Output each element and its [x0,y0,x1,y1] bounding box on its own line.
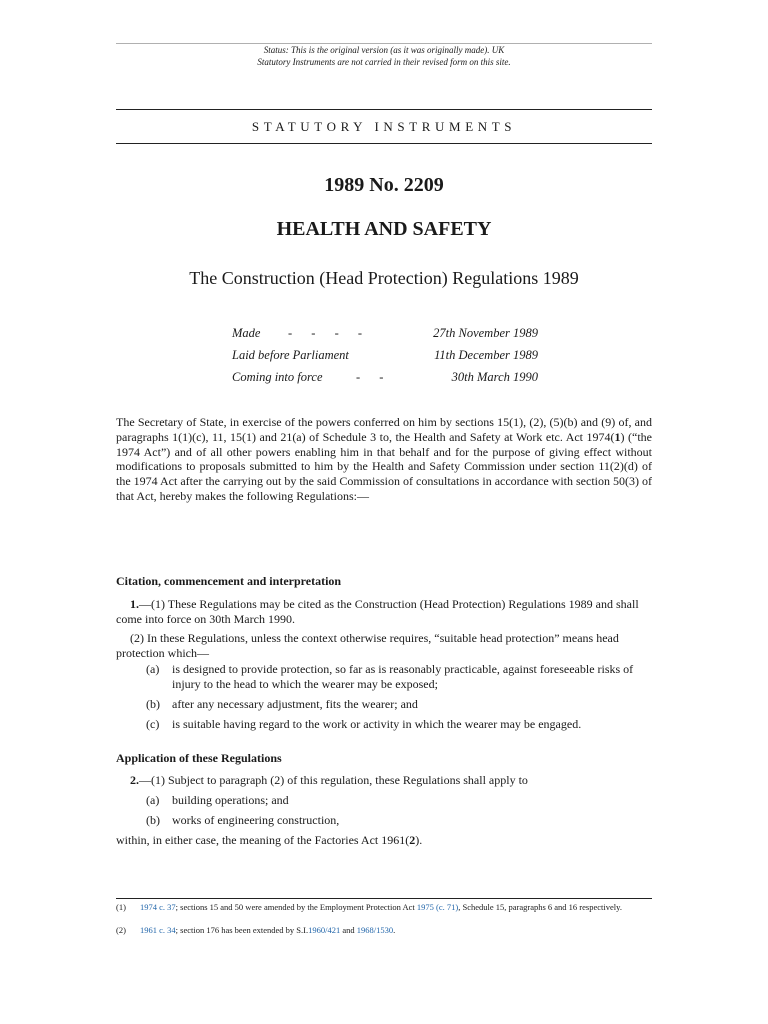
date-value: 30th March 1990 [451,370,538,384]
footnote-rule [116,898,652,899]
status-line-1: Status: This is the original version (as it was originally made). UK [263,45,505,55]
footnote-text: . [393,925,396,935]
closing-text-end: ). [415,833,423,847]
heading-rule [116,143,652,144]
top-rule [116,109,652,110]
footnote-ref[interactable]: 1 [614,429,621,444]
legislation-link[interactable]: 1974 c. 37 [140,902,176,912]
date-label: Coming into force [232,370,323,384]
item-label: (c) [146,717,160,731]
preamble-text-cont: ) (“the 1974 Act”) and of all other powers enabling him in that behalf and for the purpose of giving effect without modifications to proposals submitted to him by the Health and Safety Commission under section 11(2)(d) of the 1974 Act after the carrying out by the said Commission of consultations in accordance with section 50(3) of that Act, hereby makes the following Regulations:— [116,429,652,503]
footnote-number: (2) [116,925,126,935]
regulation-1-para-2: (2) In these Regulations, unless the context otherwise requires, “suitable head protection” means head protection which— [116,631,619,660]
paragraph-text: —(1) These Regulations may be cited as the Construction (Head Protection) Regulations 1989 and shall come into force on 30th March 1990. [116,597,639,626]
section-heading-application: Application of these Regulations [116,751,282,765]
legislation-link[interactable]: 1961 c. 34 [140,925,176,935]
status-banner [116,43,652,68]
status-line-2: Statutory Instruments are not carried in their revised form on this site. [257,56,511,67]
list-item [146,813,652,828]
preamble-text: The Secretary of State, in exercise of the powers conferred on him by sections 15(1), (2), (5)(b) and (9) of, and paragraphs 1(1)(c), 11, 15(1) and 21(a) of Schedule 3 to, the Health and Safety at Work etc. Act 1974( [116,415,652,444]
footnote-text: , Schedule 15, paragraphs 6 and 16 respectively. [458,902,622,912]
date-value: 27th November 1989 [433,326,538,340]
paragraph-text: —(1) Subject to paragraph (2) of this regulation, these Regulations shall apply to [139,773,528,787]
item-text: is suitable having regard to the work or activity in which the wearer may be engaged. [172,717,582,731]
footnote-1 [116,902,652,913]
preamble-paragraph [116,415,652,504]
series-heading: STATUTORY INSTRUMENTS [251,119,517,134]
document-title: The Construction (Head Protection) Regulations 1989 [189,268,579,288]
date-value: 11th December 1989 [434,348,538,362]
regulation-2-para-1 [116,773,652,788]
legislation-link[interactable]: 1960/421 [308,925,341,935]
footnote-text: and [340,925,357,935]
item-text: is designed to provide protection, so far as is reasonably practicable, against foreseeable risks of injury to the head to which the wearer may be exposed; [172,662,634,691]
list-item [146,793,652,808]
item-label: (a) [146,662,160,676]
footnote-2 [116,925,652,936]
date-row-made [232,326,538,348]
legislation-link[interactable]: 1968/1530 [356,925,394,935]
date-dashes: - - - - [288,326,371,340]
closing-text: within, in either case, the meaning of the Factories Act 1961( [116,833,410,847]
footnote-text: ; sections 15 and 50 were amended by the Employment Protection Act [175,902,417,912]
item-text: building operations; and [172,793,289,807]
list-item [146,662,652,691]
si-number: 1989 No. 2209 [324,174,444,196]
date-label: Laid before Parliament [232,348,349,362]
footnote-text: ; section 176 has been extended by S.I. [175,925,309,935]
list-item [146,717,652,732]
list-item [146,697,652,712]
date-label: Made [232,326,261,340]
date-row-in-force [232,370,538,392]
regulation-number: 1. [130,597,139,611]
footnote-number: (1) [116,902,126,912]
regulation-1-para-1 [116,597,652,626]
date-dashes: - - [356,370,392,384]
subject-heading: HEALTH AND SAFETY [276,218,492,240]
footnote-ref[interactable]: 2 [409,833,416,847]
item-label: (b) [146,697,160,711]
date-row-laid [232,348,538,370]
regulation-2-closing [116,833,652,848]
footnote-body [140,925,652,936]
regulation-number: 2. [130,773,139,787]
footnote-body [140,902,652,913]
item-text: works of engineering construction, [172,813,340,827]
item-text: after any necessary adjustment, fits the wearer; and [172,697,418,711]
item-label: (b) [146,813,160,827]
dates-table [232,326,538,392]
item-label: (a) [146,793,160,807]
legislation-link[interactable]: 1975 (c. 71) [416,902,459,912]
section-heading-citation: Citation, commencement and interpretation [116,574,342,588]
